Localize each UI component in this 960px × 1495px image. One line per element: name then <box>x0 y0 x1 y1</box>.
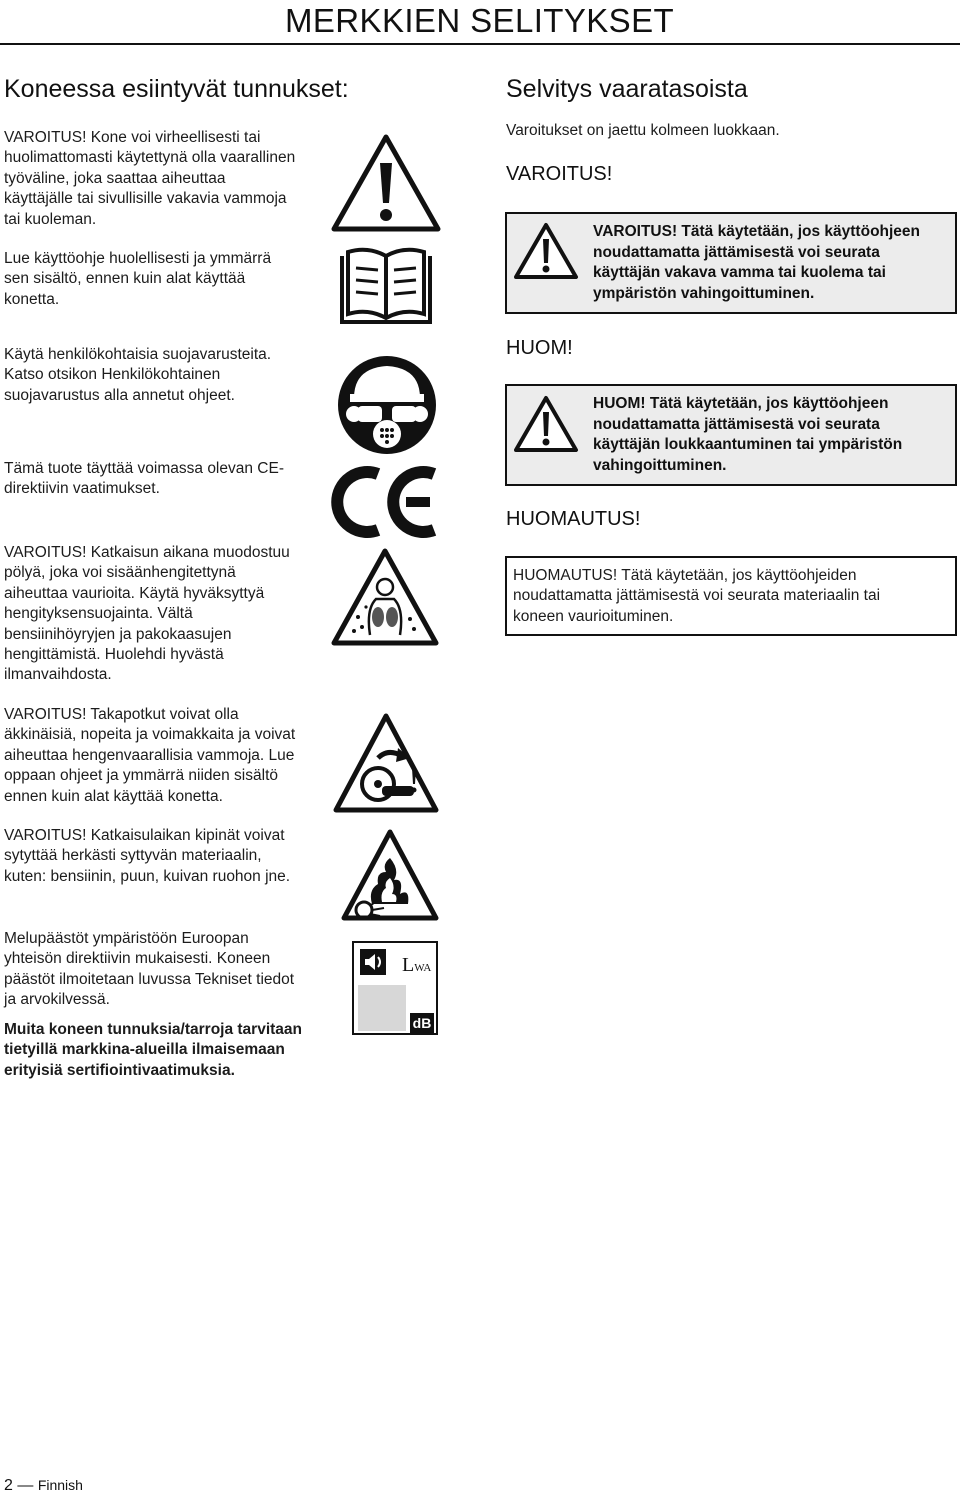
noise-emission-text: Melupäästöt ympäristöön Euroopan yhteisön direktiivin mukaisesti. Koneen päästöt ilmoitetaan luvussa Tekniset tiedot ja arvokilvessä. <box>4 930 295 1009</box>
warning-level-title: VAROITUS! <box>506 163 613 185</box>
ce-mark-icon <box>330 460 442 544</box>
page-footer <box>4 1477 83 1495</box>
hazard-levels-intro: Varoitukset on jaettu kolmeen luokkaan. <box>506 122 780 139</box>
caution-level-text: HUOM! Tätä käytetään, jos käyttöohjeen noudattamatta jättämisestä voi seurata käyttäjän loukkaantuminen tai ympäristön vahingoittuminen. <box>593 395 903 474</box>
sparks-warning-text: VAROITUS! Katkaisulaikan kipinät voivat sytyttää herkästi syttyvän materiaalin, kuten: bensiinin, puun, kuivan ruohon jne. <box>4 827 291 885</box>
dust-warning-text: VAROITUS! Katkaisun aikana muodostuu pölyä, joka voi sisäänhengitettynä aiheuttaa vaurioita. Käytä hyväksyttyä hengityksensuojainta. Vältä bensiinihöyryjen ja pakokaasujen hengittämistä. Huolehdi hyvästä ilmanvaihdosta. <box>4 544 290 684</box>
sparks-fire-icon <box>340 828 440 924</box>
noise-level-label-icon <box>352 941 438 1035</box>
hazard-levels-heading: Selvitys vaaratasoista <box>506 75 748 103</box>
warning-level-text: VAROITUS! Tätä käytetään, jos käyttöohjeen noudattamatta jättämisestä voi seurata käyttäjän vakava vamma tai kuolema tai ympäristön vahingoittuminen. <box>593 223 921 302</box>
ce-text: Tämä tuote täyttää voimassa olevan CE- direktiivin vaatimukset. <box>4 460 284 498</box>
lwa-label: LWA <box>402 954 432 976</box>
noise-value-box <box>358 985 406 1031</box>
kickback-warning-text: VAROITUS! Takapotkut voivat olla äkkinäisiä, nopeita ja voimakkaita ja voivat aiheuttaa hengenvaarallisia vammoja. Lue oppaan ohjeet ja ymmärrä niiden sisältö ennen kuin alat käyttää konetta. <box>4 706 296 805</box>
warning-triangle-icon <box>512 394 580 454</box>
page-number: 2 <box>4 1477 13 1494</box>
db-label: dB <box>410 1013 434 1033</box>
dust-inhalation-icon <box>330 547 440 647</box>
notice-level-text: HUOMAUTUS! Tätä käytetään, jos käyttöohjeiden noudattamatta jättämisestä voi seurata materiaalin tai koneen vaurioituminen. <box>513 567 881 625</box>
protective-equipment-text: Käytä henkilökohtaisia suojavarusteita. Katso otsikon Henkilökohtainen suojavarustus alla annetut ohjeet. <box>4 346 272 404</box>
caution-level-title: HUOM! <box>506 337 573 359</box>
notice-level-title: HUOMAUTUS! <box>506 508 641 530</box>
footer-language: Finnish <box>37 1477 83 1493</box>
symbols-heading: Koneessa esiintyvät tunnukset: <box>4 75 349 103</box>
manual-book-icon <box>338 244 434 326</box>
read-manual-text: Lue käyttöohje huolellisesti ja ymmärrä sen sisältö, ennen kuin alat käyttää konetta. <box>4 250 272 308</box>
certification-text: Muita koneen tunnuksia/tarroja tarvitaan tietyillä markkina-alueilla ilmaisemaan erityisiä sertifiointivaatimuksia. <box>4 1021 303 1079</box>
page-title: MERKKIEN SELITYKSET <box>285 2 675 39</box>
speaker-icon <box>358 947 388 977</box>
protective-equipment-icon <box>336 354 438 456</box>
title-divider <box>0 43 960 45</box>
kickback-icon <box>332 712 440 816</box>
footer-dash: — <box>17 1477 34 1494</box>
warning-general-text: VAROITUS! Kone voi virheellisesti tai huolimattomasti käytettynä olla vaarallinen työväline, joka saattaa aiheuttaa käyttäjälle tai sivullisille vakavia vammoja tai kuoleman. <box>4 129 296 228</box>
warning-triangle-icon <box>512 221 580 281</box>
warning-triangle-icon <box>330 133 442 233</box>
